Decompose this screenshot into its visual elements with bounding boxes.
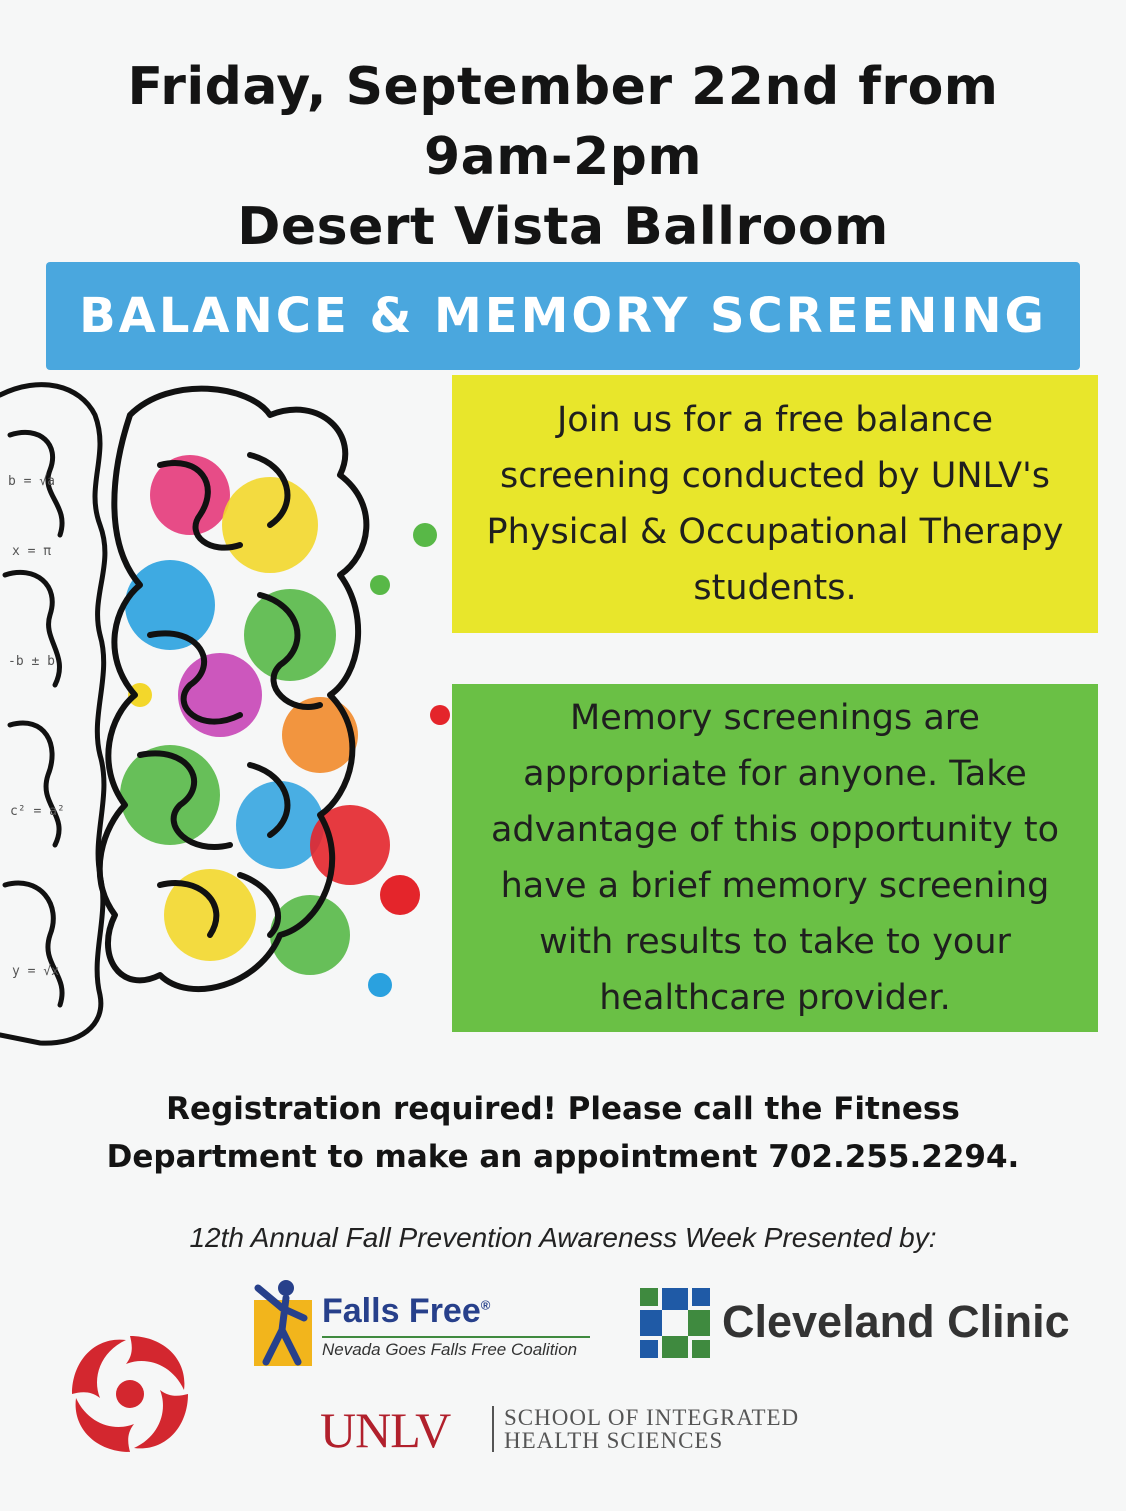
memory-screening-box [452, 684, 1098, 1032]
title-banner [46, 262, 1080, 370]
falls-free-name [322, 1292, 490, 1331]
svg-text:-b ± b: -b ± b [8, 654, 55, 669]
falls-free-divider [322, 1336, 590, 1338]
falls-free-name-text: Falls Free [322, 1292, 481, 1330]
falls-free-logo [252, 1278, 592, 1370]
svg-text:c² = a²: c² = a² [10, 804, 65, 819]
unlv-mark: UNLV [320, 1402, 451, 1458]
brain-illustration [0, 375, 460, 1065]
cleveland-clinic-cross-icon [640, 1288, 710, 1358]
presented-by-text: 12th Annual Fall Prevention Awareness Week Presented by: [189, 1222, 937, 1253]
falls-free-tagline: Nevada Goes Falls Free Coalition [322, 1340, 578, 1359]
event-location-line: Desert Vista Ballroom [237, 197, 889, 257]
event-date-line: Friday, September 22nd from [127, 57, 999, 117]
registered-mark: ® [480, 1297, 491, 1313]
unlv-logo [320, 1400, 900, 1460]
banner-title: BALANCE & MEMORY SCREENING [79, 288, 1047, 344]
cleveland-clinic-name: Cleveland Clinic [722, 1296, 1070, 1347]
svg-text:y = √x: y = √x [12, 964, 59, 979]
unlv-divider [492, 1406, 494, 1452]
event-headline [0, 52, 1126, 262]
event-time-line: 9am-2pm [423, 127, 703, 187]
balance-screening-box [452, 375, 1098, 633]
red-swirl-logo [66, 1330, 194, 1458]
registration-notice [0, 1085, 1126, 1181]
svg-text:x = π: x = π [12, 544, 52, 559]
falls-free-figure-icon [252, 1278, 314, 1370]
balance-screening-text: Join us for a free balance screening conducted by UNLV's Physical & Occupational Therapy students. [486, 400, 1064, 608]
cleveland-clinic-logo [640, 1288, 1080, 1358]
registration-line-1: Registration required! Please call the Fitness [166, 1091, 960, 1127]
registration-line-2: Department to make an appointment 702.255.2294. [106, 1139, 1020, 1175]
unlv-school-line-1: SCHOOL OF INTEGRATED [504, 1405, 800, 1430]
unlv-school-line-2: HEALTH SCIENCES [504, 1428, 724, 1453]
memory-screening-text: Memory screenings are appropriate for anyone. Take advantage of this opportunity to have a brief memory screening with results to take to your healthcare provider. [490, 698, 1060, 1018]
unlv-school-name [504, 1406, 799, 1452]
svg-text:b = √a: b = √a [8, 474, 55, 489]
